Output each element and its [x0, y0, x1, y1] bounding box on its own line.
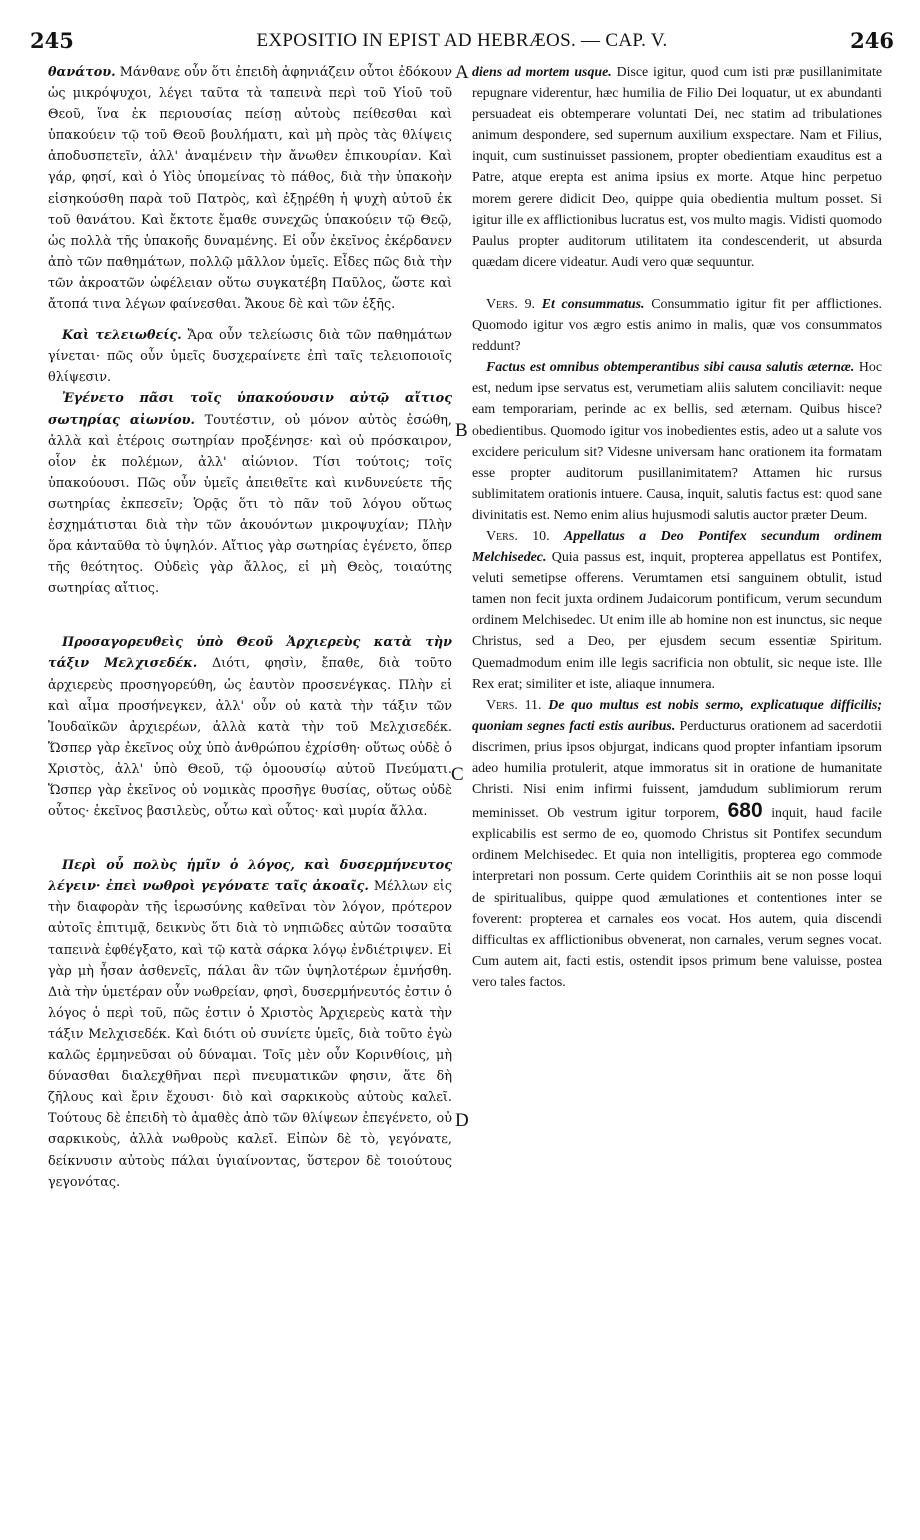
greek-lemma-4: Προσαγορευθεὶς ὑπὸ Θεοῦ Ἀρχιερεὺς κατὰ τὴν τάξιν Μελχισεδέκ.	[48, 635, 452, 672]
latin-paragraph-1	[472, 62, 882, 273]
running-title: EXPOSITIO IN EPIST AD HEBRÆOS. — CAP. V.	[256, 30, 668, 51]
latin-lemma-1: diens ad mortem usque.	[472, 65, 612, 80]
latin-text-5a: Perducturus orationem ad sacerdotii discrimen, prius ipsos objurgat, indicans quod propter infantiam ipsorum adeo humilia protulerit, atque immoratus sit in oratione de humanitate Christi. Nisi enim infirmi fuissent, jamdudum sublimiorum rerum meminisset. Ob vestrum igitur torporem,	[472, 718, 882, 822]
verse-label-10: Vers. 10.	[486, 528, 550, 544]
greek-lemma-2: Καὶ τελειωθείς.	[62, 328, 182, 344]
greek-text-1: Μάνθανε οὖν ὅτι ἐπειδὴ ἀφηνιάζειν οὗτοι ἐδόκουν ὡς μικρόψυχοι, λέγει ταῦτα τὰ ταπεινὰ περὶ τοῦ Υἱοῦ τοῦ Θεοῦ, ἵνα ἐκ περιουσίας πείσῃ αὐτοὺς πείθεσθαι καὶ ὑπακούειν τῷ τοῦ Θεοῦ βουλήματι, καὶ μὴ πρὸς τὰς θλίψεις ἀποδυσπετεῖν, ἀλλ' ἀναμένειν τὴν ἄνωθεν ἐπικουρίαν. Καὶ γάρ, φησί, καὶ ὁ Υἱὸς ὑπομείνας τὸ πάθος, διὰ τὴν ὑπακοὴν εἰσηκούσθη παρὰ τοῦ Πατρὸς, καὶ ἐξῃρέθη ἡ ψυχὴ αὐτοῦ ἐκ τοῦ θανάτου. Καὶ ἔκτοτε ἔμαθε συνεχῶς ὑπακούειν τῷ Θεῷ, ὡς πολλὰ τῆς ὑπακοῆς δυναμένης. Εἰ οὖν ἐκεῖνος ἐκέρδανεν ἀπὸ τῶν παθημάτων, πολλῷ μᾶλλον ὑμεῖς. Εἶδες πῶς διὰ τὴν τῶν ἀκροατῶν ὠφέλειαν οὕτω συγκατέβη Παῦλος, ὥστε καὶ ἄτοπά τινα λέγων φαίνεσθαι. Ἄκουε δὲ καὶ τῶν ἑξῆς.	[48, 65, 452, 313]
latin-text-5b: inquit, haud facile explicabilis est sermo de eo, quomodo Christus sit Pontifex secundum ordinem Melchisedec. Et quia non intelligitis, propterea ego commode interpretari non possum. Certe quidem Corinthiis ait se non posse loqui de spiritualibus, quippe quod æmulationes et contentiones inter se foverent: propterea et carnales eos vocat. Hos autem, quia discendi difficultas ex afflictionibus obvenerat, non carnales, verum segnes vocat. Cum autem ait, facti estis, ostendit ipsos primum bene valuisse, postea vero tales factos.	[472, 806, 882, 990]
margin-marker-a: A	[455, 62, 469, 83]
greek-text-4: Διότι, φησὶν, ἔπαθε, διὰ τοῦτο ἀρχιερεὺς προσηγορεύθη, ὡς ἑαυτὸν προσενέγκας. Πλὴν εἰ καὶ αἷμα προσήνεγκεν, ἀλλ' οὖν οὐ κατὰ τὴν τάξιν τῶν Ἰουδαϊκῶν ἀρχιερέων, ἀλλὰ κατὰ τὴν τοῦ Μελχισεδέκ. Ὥσπερ γὰρ ἐκεῖνος οὐχ ὑπὸ ἀνθρώπου ἐχρίσθη· οὕτως οὐδὲ ὁ Χριστὸς, ἀλλ' ὑπὸ Θεοῦ, τῷ ὁμοουσίῳ αὐτοῦ Πνεύματι. Ὥσπερ γὰρ ἐκεῖνος οὐ νομικὰς προσῆγε θυσίας, οὕτως οὐδὲ οὗτος· ἐκεῖνος βασιλεὺς, οὗτω καὶ οὗτος· καὶ μυρία ἄλλα.	[48, 656, 452, 820]
greek-text-3: Τουτέστιν, οὐ μόνον αὐτὸς ἐσώθη, ἀλλὰ καὶ ἑτέροις σωτηρίαν προξένησε· καὶ οὐ πρόσκαιρον, οἷον ἐκ πολέμων, ἀλλ' αἰώνιον. Τίσι τούτοις; τοῖς ὑπακούουσι. Πῶς οὖν ὑμεῖς ἀπειθεῖτε καὶ κινδυνεύετε τῆς σωτηρίας ἐκπεσεῖν; Ὁρᾷς ὅτι τὸ πᾶν τοῦ λόγου οὕτως ἐσχημάτισται διὰ τὴν τῶν ἀκουόντων μικροψυχίαν; Πλὴν ὅρα κἀνταῦθα τὸ ὑψηλόν. Αἴτιος γὰρ σωτηρίας ἐγένετο, ὅπερ τῆς θεότητος. Οὐδεὶς γὰρ ἄλλος, εἰ μὴ Θεὸς, τοιαύτης σωτηρίας αἴτιος.	[48, 412, 452, 597]
greek-paragraph-2	[48, 325, 452, 388]
page-number-left: 245	[30, 28, 74, 53]
latin-lemma-5: De quo multus est nobis sermo, explicatuque difficilis; quoniam segnes facti estis auribus.	[472, 697, 882, 734]
latin-lemma-3: Factus est omnibus obtemperantibus sibi causa salutis æternæ.	[486, 360, 855, 376]
latin-column	[472, 62, 882, 1522]
page-header	[30, 20, 894, 60]
greek-column	[48, 62, 452, 1522]
greek-text-2: Ἄρα οὖν τελείωσις διὰ τῶν παθημάτων γίνεται· πῶς οὖν ὑμεῖς δυσχεραίνετε ἐπὶ ταῖς τελειοποιοῖς θλίψεσιν.	[48, 328, 452, 386]
latin-paragraph-5	[472, 695, 882, 993]
latin-text-1: Disce igitur, quod cum isti præ pusillanimitate repugnare viderentur, hæc humilia de Filio Dei loquatur, ut ex abundanti persuadeat eis obtemperare voluntati Dei, nec statim ad tribulationes animum despondere, sed supernum auxilium exspectare. Nam et Filius, inquit, cum sustinuisset passionem, propter obedientiam exauditus est a Patre, atque erepta est anima ipsius ex morte. Atque hinc perpetuo morem gerere didicit Deo, quippe quia obedientia multum posset. Si igitur ille ex afflictionibus lucratus est, vos multo magis. Vidisti quomodo Paulus propter auditorum utilitatem ita condescenderit, ut absurda quædam dicere videatur. Audi vero quæ sequuntur.	[472, 65, 882, 270]
margin-marker-c: C	[451, 764, 464, 785]
greek-lemma-1: θανάτου.	[48, 65, 116, 80]
latin-lemma-4: Appellatus a Deo Pontifex secundum ordinem Melchisedec.	[472, 528, 882, 566]
page-number-right: 246	[850, 28, 894, 53]
greek-text-5: Μέλλων εἰς τὴν διαφορὰν τῆς ἱερωσύνης καθεῖναι τὸν λόγον, πρότερον αὐτοῖς ἐπιτιμᾷ, δεικνὺς ὅτι διὰ τὸ νηπιῶδες αὐτῶν τοσαῦτα ταπεινὰ ἐφθέγξατο, καὶ τῷ κατὰ σάρκα λόγῳ ἐνδιέτριψεν. Εἰ γὰρ μὴ ἦσαν ἀσθενεῖς, πάλαι ἂν τῶν ὑψηλοτέρων ἐμνήσθη. Διὰ τὴν ὑμετέραν οὖν νωθρείαν, φησὶ, δυσερμήνευτός ἐστιν ὁ λόγος ὁ περὶ τοῦ, πῶς ἐστιν ὁ Χριστὸς Ἀρχιερεὺς κατὰ τὴν τάξιν Μελχισεδέκ. Καὶ διότι οὐ συνίετε ὑμεῖς, διὰ τοῦτο ἐγὼ καλῶς ἑρμηνεῦσαι οὐ δύναμαι. Τοῖς μὲν οὖν Κορινθίοις, μὴ δύνασθαι διαλεχθῆναι περὶ πνευματικῶν φησιν, ἅτε δὴ ζῆλους καὶ ἔριν ἔχουσι· διὸ καὶ σαρκικοὺς αὐτοὺς καλεῖ. Τούτους δὲ ἐπειδὴ τὸ ἀμαθὲς ἀπὸ τῶν θλίψεων ἐπεγένετο, οὐ σαρκικοὺς, ἀλλὰ νωθροὺς καλεῖ. Εἰπὼν δὲ τὸ, γεγόνατε, δείκνυσιν αὐτοὺς πάλαι ὑγιαίνοντας, ὕστερον δὲ τοιούτους γεγονότας.	[48, 879, 452, 1190]
greek-lemma-3: Ἐγένετο πᾶσι τοῖς ὑπακούουσιν αὐτῷ αἴτιος σωτηρίας αἰωνίου.	[48, 391, 452, 428]
latin-text-4: Quia passus est, inquit, propterea appellatus est Pontifex, veluti semetipse offerens. Verumtamen etsi sanguinem obtulit, istud tamen non fecit juxta ordinem Judaicorum pontificum, verum secundum ordinem Melchisedec. Ut enim ille ab homine non est inunctus, sic neque Christus, sed a Deo, per ejusdem secum essentiæ Spiritum. Quemadmodum enim ille legis sacrificia non obtulit, sic neque iste. Ille Rex erat; similiter et iste, aliaque innumera.	[472, 550, 882, 692]
latin-paragraph-3	[472, 357, 882, 526]
greek-paragraph-5	[48, 855, 452, 1193]
margin-marker-d: D	[455, 1110, 469, 1131]
greek-paragraph-3	[48, 388, 452, 599]
latin-paragraph-2	[472, 294, 882, 357]
latin-text-3: Hoc est, nedum ipse servatus est, verumetiam aliis salutem conciliavit: neque eam temporariam, perinde ac ex bellis, sed æternam. Quibus hisce? obedientibus. Quomodo igitur vos inobedientes estis, adeo ut a salute vos excidere periculum sit? Videsne universam hanc orationem ita formatam esse propter auditorum pusillanimitatem? Attamen hic rursus sublimitatem orationis intuere. Causa, inquit, salutis factus est: quod sane divinitatis est. Nemo enim alius hujusmodi salutis auctor præter Deum.	[472, 360, 882, 523]
latin-text-2: Consummatio igitur fit per afflictiones. Quomodo igitur vos ægro estis animo in malis, quæ vos consummatos reddunt?	[472, 296, 882, 355]
greek-lemma-5: Περὶ οὗ πολὺς ἡμῖν ὁ λόγος, καὶ δυσερμήνευτος λέγειν· ἐπεὶ νωθροὶ γεγόνατε ταῖς ἀκοαῖς.	[48, 858, 452, 895]
column-number: 680	[727, 799, 763, 823]
verse-label-11: Vers. 11.	[486, 697, 542, 713]
latin-paragraph-4	[472, 526, 882, 695]
margin-marker-b: B	[455, 420, 468, 441]
greek-paragraph-1	[48, 62, 452, 315]
greek-paragraph-4	[48, 632, 452, 822]
latin-lemma-2: Et consummatus.	[541, 296, 645, 312]
verse-label-9: Vers. 9.	[486, 296, 535, 312]
